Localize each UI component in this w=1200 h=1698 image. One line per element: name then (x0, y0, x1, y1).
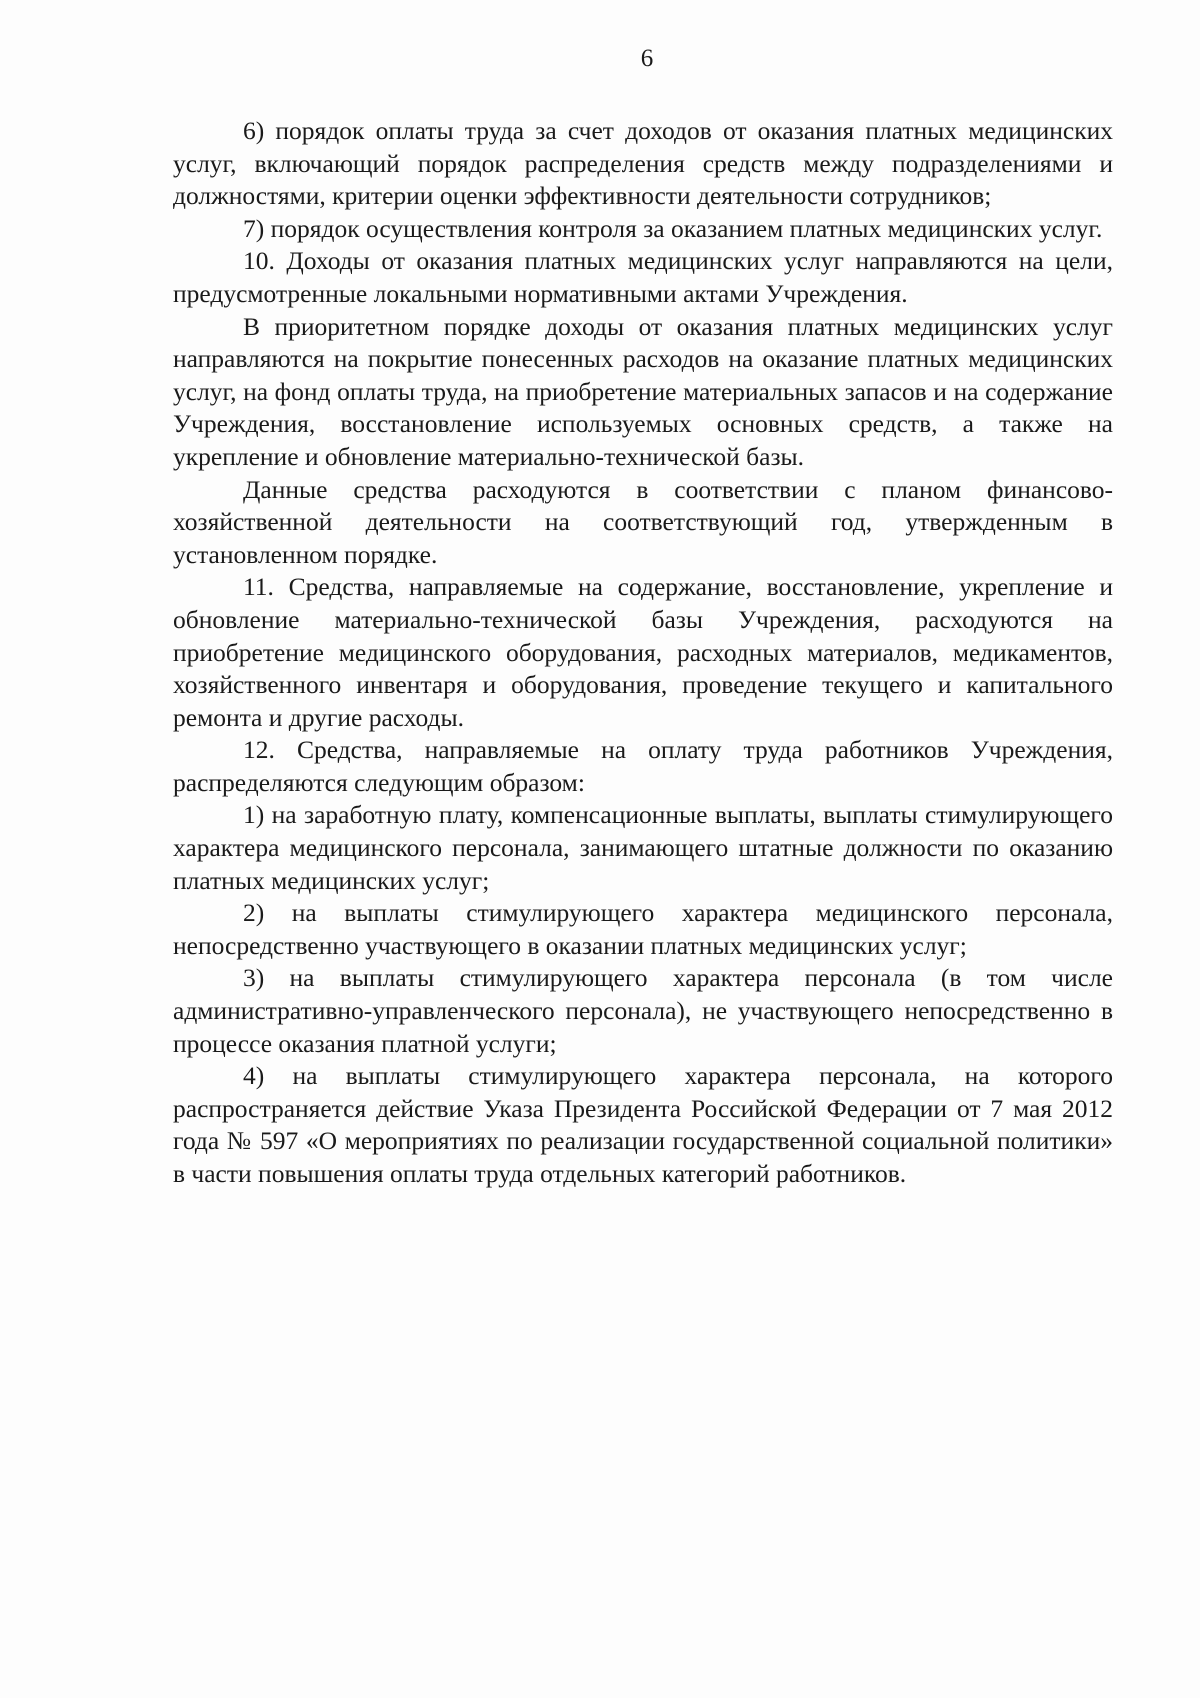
paragraph-item-7-control-procedure: 7) порядок осуществления контроля за оказанием платных медицинских услуг. (243, 213, 1103, 243)
page-number: 6 (640, 45, 654, 72)
paragraph-clause-12: 12. Средства, направляемые на оплату труда работников Учреждения, распределяются следующим образом: (173, 735, 1113, 797)
paragraph-subitem-3: 3) на выплаты стимулирующего характера персонала (в том числе административно-управленческого персонала), не участвующего непосредственно в процессе оказания платной услуги; (173, 963, 1113, 1058)
paragraph-priority-income: В приоритетном порядке доходы от оказания платных медицинских услуг направляются на покрытие понесенных расходов на оказание платных медицинских услуг, на фонд оплаты труда, на приобретение материальных запасов и на содержание Учреждения, восстановление используемых основных средств, а также на укрепление и обновление материально-технической базы. (173, 311, 1113, 471)
paragraph-clause-10: 10. Доходы от оказания платных медицинских услуг направляются на цели, предусмотренные локальными нормативными актами Учреждения. (173, 246, 1113, 308)
paragraph-subitem-4: 4) на выплаты стимулирующего характера персонала, на которого распространяется действие Указа Президента Российской Федерации от 7 мая 2012 года № 597 «О мероприятиях по реализации государственной социальной политики» в части повышения оплаты труда отдельных категорий работников. (173, 1061, 1113, 1188)
paragraph-item-6-pay-procedure: 6) порядок оплаты труда за счет доходов от оказания платных медицинских услуг, включающий порядок распределения средств между подразделениями и должностями, критерии оценки эффективности деятельности сотрудников; (173, 116, 1113, 211)
paragraph-subitem-1: 1) на заработную плату, компенсационные выплаты, выплаты стимулирующего характера медицинского персонала, занимающего штатные должности по оказанию платных медицинских услуг; (173, 800, 1113, 895)
paragraph-clause-11: 11. Средства, направляемые на содержание, восстановление, укрепление и обновление материально-технической базы Учреждения, расходуются на приобретение медицинского оборудования, расходных материалов, медикаментов, хозяйственного инвентаря и оборудования, проведение текущего и капитального ремонта и другие расходы. (173, 572, 1113, 732)
paragraph-funds-spending: Данные средства расходуются в соответствии с планом финансово-хозяйственной деятельности на соответствующий год, утвержденным в установленном порядке. (173, 474, 1113, 569)
paragraph-subitem-2: 2) на выплаты стимулирующего характера медицинского персонала, непосредственно участвующего в оказании платных медицинских услуг; (173, 898, 1113, 960)
document-body (173, 115, 1113, 1191)
